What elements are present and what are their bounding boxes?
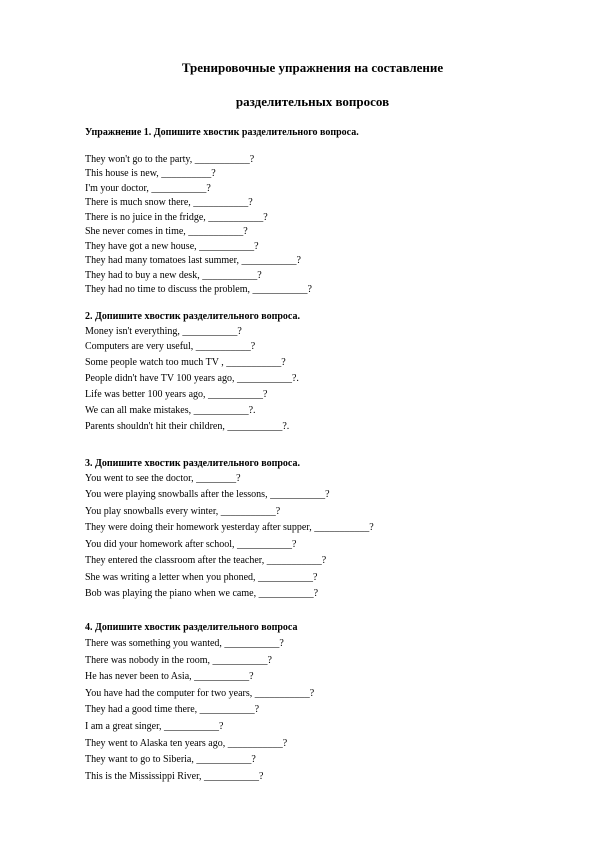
section-4-heading: 4. Допишите хвостик разделительного вопроса (85, 622, 298, 633)
exercise-line: They want to go to Siberia, ___________? (85, 754, 256, 765)
exercise-line: Life was better 100 years ago, ___________? (85, 389, 268, 400)
exercise-line: They had to buy a new desk, ___________? (85, 270, 262, 281)
section-2-heading: 2. Допишите хвостик разделительного вопроса. (85, 311, 300, 322)
exercise-line: Money isn't everything, ___________? (85, 326, 242, 337)
exercise-line: They had no time to discuss the problem, ___________? (85, 284, 312, 295)
exercise-line: She was writing a letter when you phoned, ___________? (85, 572, 318, 583)
title-line-2: разделительных вопросов (235, 94, 390, 109)
exercise-line: There was nobody in the room, ___________? (85, 655, 272, 666)
exercise-line: There is much snow there, ___________? (85, 197, 253, 208)
exercise-line: This house is new, __________? (85, 168, 216, 179)
exercise-line: Parents shouldn't hit their children, ___________?. (85, 421, 290, 432)
exercise-line: They had many tomatoes last summer, ___________? (85, 255, 301, 266)
exercise-line: People didn't have TV 100 years ago, ___________?. (85, 373, 299, 384)
exercise-line: They were doing their homework yesterday after supper, ___________? (85, 522, 374, 533)
exercise-line: Some people watch too much TV , ___________? (85, 357, 286, 368)
exercise-line: Bob was playing the piano when we came, ___________? (85, 588, 319, 599)
exercise-line: Computers are very useful, ___________? (85, 341, 256, 352)
exercise-line: She never comes in time, ___________? (85, 226, 248, 237)
exercise-line: You have had the computer for two years, ___________? (85, 688, 315, 699)
exercise-line: We can all make mistakes, ___________?. (85, 405, 256, 416)
section-3-heading: 3. Допишите хвостик разделительного вопроса. (85, 458, 300, 469)
section-1-heading: Упражнение 1. Допишите хвостик разделительного вопроса. (85, 127, 359, 138)
exercise-line: I'm your doctor, ___________? (85, 183, 211, 194)
title-line-1: Тренировочные упражнения на составление (181, 60, 444, 75)
exercise-line: There is no juice in the fridge, ___________? (85, 212, 268, 223)
exercise-line: There was something you wanted, ___________? (85, 638, 284, 649)
exercise-line: I am a great singer, ___________? (85, 721, 224, 732)
exercise-line: You were playing snowballs after the lessons, ___________? (85, 489, 330, 500)
exercise-line: You did your homework after school, ___________? (85, 539, 297, 550)
exercise-line: They entered the classroom after the teacher, ___________? (85, 555, 327, 566)
exercise-line: You went to see the doctor, ________? (85, 473, 241, 484)
exercise-line: They had a good time there, ___________? (85, 704, 260, 715)
exercise-line: You play snowballs every winter, ___________? (85, 506, 281, 517)
exercise-line: They have got a new house, ___________? (85, 241, 259, 252)
exercise-line: He has never been to Asia, ___________? (85, 671, 254, 682)
exercise-line: This is the Mississippi River, ___________? (85, 771, 264, 782)
exercise-line: They went to Alaska ten years ago, ___________? (85, 738, 288, 749)
exercise-line: They won't go to the party, ___________? (85, 154, 255, 165)
